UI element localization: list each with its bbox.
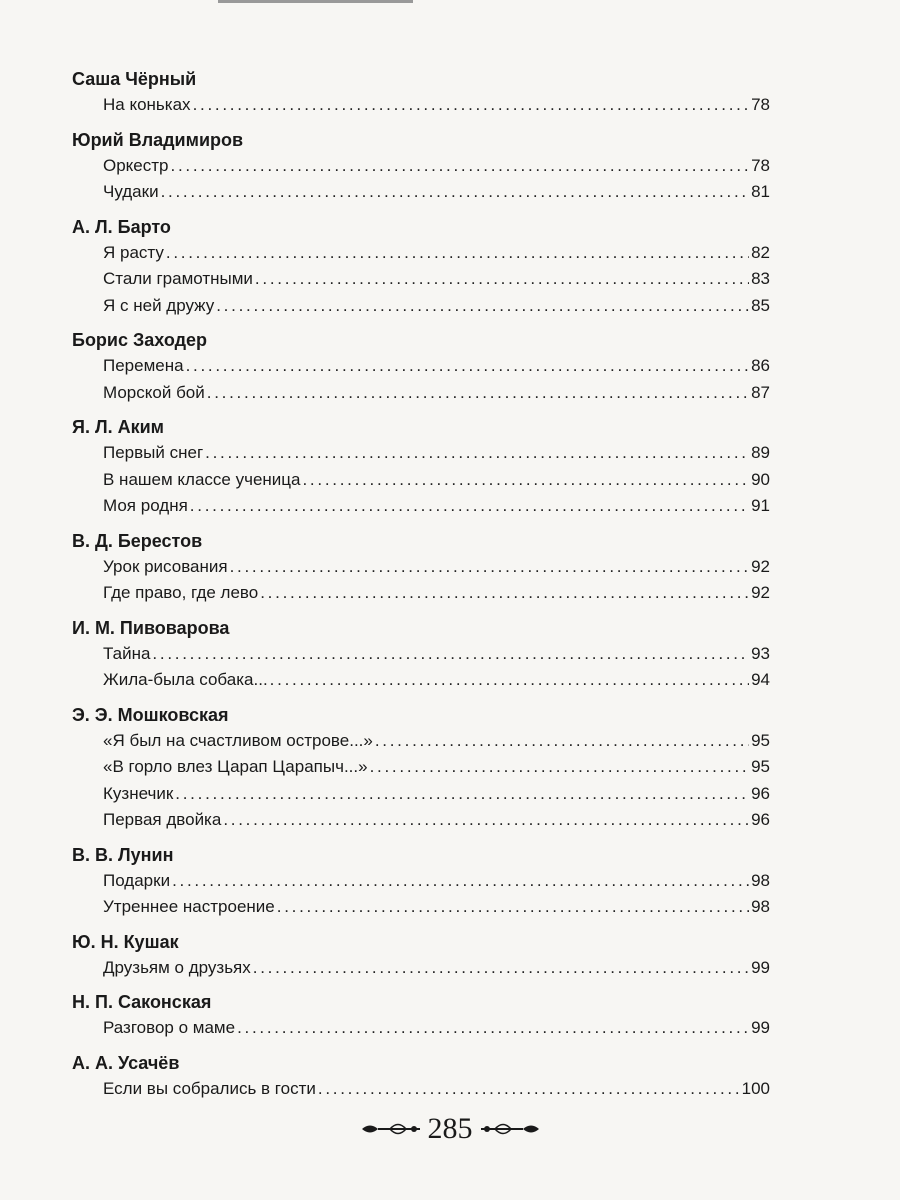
- author-name: А. А. Усачёв: [72, 1052, 180, 1073]
- entry-title: Первая двойка: [103, 810, 222, 829]
- author-name: А. Л. Барто: [72, 216, 171, 237]
- toc-entry[interactable]: [72, 92, 770, 119]
- toc-entry[interactable]: [72, 467, 770, 494]
- entry-page-number: 99: [751, 1018, 770, 1037]
- dot-leader: [172, 868, 749, 895]
- entry-page-number: 94: [751, 670, 770, 689]
- entry-page-number: 96: [751, 810, 770, 829]
- entry-title: Подарки: [103, 870, 171, 890]
- toc-entry[interactable]: [72, 580, 770, 607]
- toc-entry[interactable]: [72, 380, 770, 407]
- entry-page-number: 96: [751, 783, 770, 803]
- dot-leader: [207, 380, 749, 407]
- entry-page-number: 95: [751, 730, 770, 750]
- entry-page-number: 82: [751, 242, 770, 262]
- dot-leader: [255, 266, 749, 293]
- toc-entry[interactable]: [72, 1015, 770, 1042]
- dot-leader: [166, 240, 749, 267]
- toc-section: [72, 929, 770, 982]
- entry-title: Оркестр: [103, 155, 169, 175]
- entry-page-number: 91: [751, 496, 770, 515]
- entry-page-number: 89: [751, 443, 770, 462]
- entry-title: «В горло влез Царап Царапыч...»: [103, 757, 368, 776]
- toc-entry[interactable]: [72, 1076, 770, 1103]
- dot-leader: [277, 894, 749, 921]
- entry-page-number: 81: [751, 182, 770, 201]
- entry-title: Если вы собрались в гости: [103, 1078, 316, 1098]
- dot-leader: [223, 807, 749, 834]
- entry-title: Тайна: [103, 643, 151, 663]
- toc-section: [72, 702, 770, 834]
- entry-page-number: 78: [751, 95, 770, 114]
- dot-leader: [161, 179, 750, 206]
- toc-entry[interactable]: [72, 240, 770, 267]
- author-name: Борис Заходер: [72, 330, 208, 350]
- toc-section: [72, 66, 770, 119]
- author-name: Э. Э. Мошковская: [72, 704, 229, 725]
- entry-title: Жила-была собака...: [103, 670, 268, 689]
- author-name: В. Д. Берестов: [72, 530, 203, 551]
- dot-leader: [216, 293, 749, 320]
- toc-entry[interactable]: [72, 440, 770, 467]
- toc-entry[interactable]: [72, 868, 770, 895]
- entry-page-number: 95: [751, 757, 770, 776]
- dot-leader: [230, 554, 749, 581]
- page-number: 285: [427, 1112, 473, 1145]
- toc-entry[interactable]: [72, 266, 770, 293]
- table-of-contents: [72, 66, 770, 1102]
- dot-leader: [175, 781, 749, 808]
- toc-section: [72, 528, 770, 607]
- author-name: Саша Чёрный: [72, 69, 197, 89]
- dot-leader: [186, 353, 750, 380]
- toc-section: [72, 615, 770, 694]
- dot-leader: [171, 153, 750, 180]
- entry-page-number: 92: [751, 583, 770, 602]
- entry-title: Кузнечик: [103, 783, 174, 803]
- entry-title: Перемена: [103, 356, 184, 375]
- toc-entry[interactable]: [72, 641, 770, 668]
- dot-leader: [375, 728, 749, 755]
- entry-title: «Я был на счастливом острове...»: [103, 730, 373, 750]
- toc-entry[interactable]: [72, 728, 770, 755]
- author-name: Юрий Владимиров: [72, 129, 244, 150]
- entry-page-number: 98: [751, 870, 770, 890]
- dot-leader: [190, 493, 749, 520]
- toc-section: [72, 414, 770, 520]
- dot-leader: [260, 580, 749, 607]
- author-name: Ю. Н. Кушак: [72, 931, 179, 952]
- toc-entry[interactable]: [72, 955, 770, 982]
- toc-section: [72, 989, 770, 1042]
- entry-page-number: 98: [751, 897, 770, 916]
- entry-title: На коньках: [103, 95, 191, 114]
- entry-title: Разговор о маме: [103, 1018, 236, 1037]
- toc-entry[interactable]: [72, 894, 770, 921]
- entry-page-number: 92: [751, 556, 770, 576]
- entry-title: Друзьям о друзьях: [103, 957, 251, 977]
- toc-section: [72, 842, 770, 921]
- toc-section: [72, 127, 770, 206]
- author-name: Н. П. Саконская: [72, 992, 212, 1012]
- dot-leader: [193, 92, 750, 119]
- toc-entry[interactable]: [72, 807, 770, 834]
- dot-leader: [152, 641, 749, 668]
- toc-entry[interactable]: [72, 781, 770, 808]
- entry-page-number: 100: [741, 1078, 770, 1098]
- entry-title: Моя родня: [103, 496, 188, 515]
- toc-entry[interactable]: [72, 153, 770, 180]
- toc-entry[interactable]: [72, 353, 770, 380]
- entry-page-number: 85: [751, 295, 770, 315]
- entry-title: Где право, где лево: [103, 583, 259, 602]
- dot-leader: [370, 754, 749, 781]
- dot-leader: [205, 440, 749, 467]
- entry-page-number: 87: [751, 382, 770, 402]
- entry-title: Стали грамотными: [103, 269, 253, 288]
- toc-entry[interactable]: [72, 554, 770, 581]
- author-name: Я. Л. Аким: [72, 417, 164, 437]
- toc-entry[interactable]: [72, 667, 770, 694]
- entry-page-number: 86: [751, 356, 770, 375]
- dot-leader: [302, 467, 749, 494]
- entry-page-number: 99: [751, 957, 770, 977]
- dot-leader: [318, 1076, 740, 1103]
- toc-entry[interactable]: [72, 754, 770, 781]
- entry-title: Я с ней дружу: [103, 295, 215, 315]
- dot-leader: [253, 955, 749, 982]
- toc-section: [72, 1050, 770, 1103]
- entry-page-number: 78: [751, 155, 770, 175]
- author-name: В. В. Лунин: [72, 844, 174, 865]
- toc-entry[interactable]: [72, 493, 770, 520]
- page-footer: [0, 1112, 900, 1146]
- toc-entry[interactable]: [72, 293, 770, 320]
- top-edge-line: [218, 0, 413, 3]
- entry-title: Чудаки: [103, 182, 159, 201]
- toc-section: [72, 327, 770, 406]
- entry-title: Первый снег: [103, 443, 204, 462]
- entry-title: В нашем классе ученица: [103, 469, 301, 489]
- entry-page-number: 93: [751, 643, 770, 663]
- entry-title: Я расту: [103, 242, 164, 262]
- dot-leader: [270, 667, 749, 694]
- entry-page-number: 83: [751, 269, 770, 288]
- entry-title: Утреннее настроение: [103, 897, 275, 916]
- entry-title: Морской бой: [103, 382, 205, 402]
- author-name: И. М. Пивоварова: [72, 617, 230, 638]
- toc-entry[interactable]: [72, 179, 770, 206]
- toc-section: [72, 214, 770, 320]
- entry-page-number: 90: [751, 469, 770, 489]
- dot-leader: [237, 1015, 749, 1042]
- entry-title: Урок рисования: [103, 556, 228, 576]
- right-ornament-icon: [479, 1118, 541, 1140]
- left-ornament-icon: [360, 1118, 422, 1140]
